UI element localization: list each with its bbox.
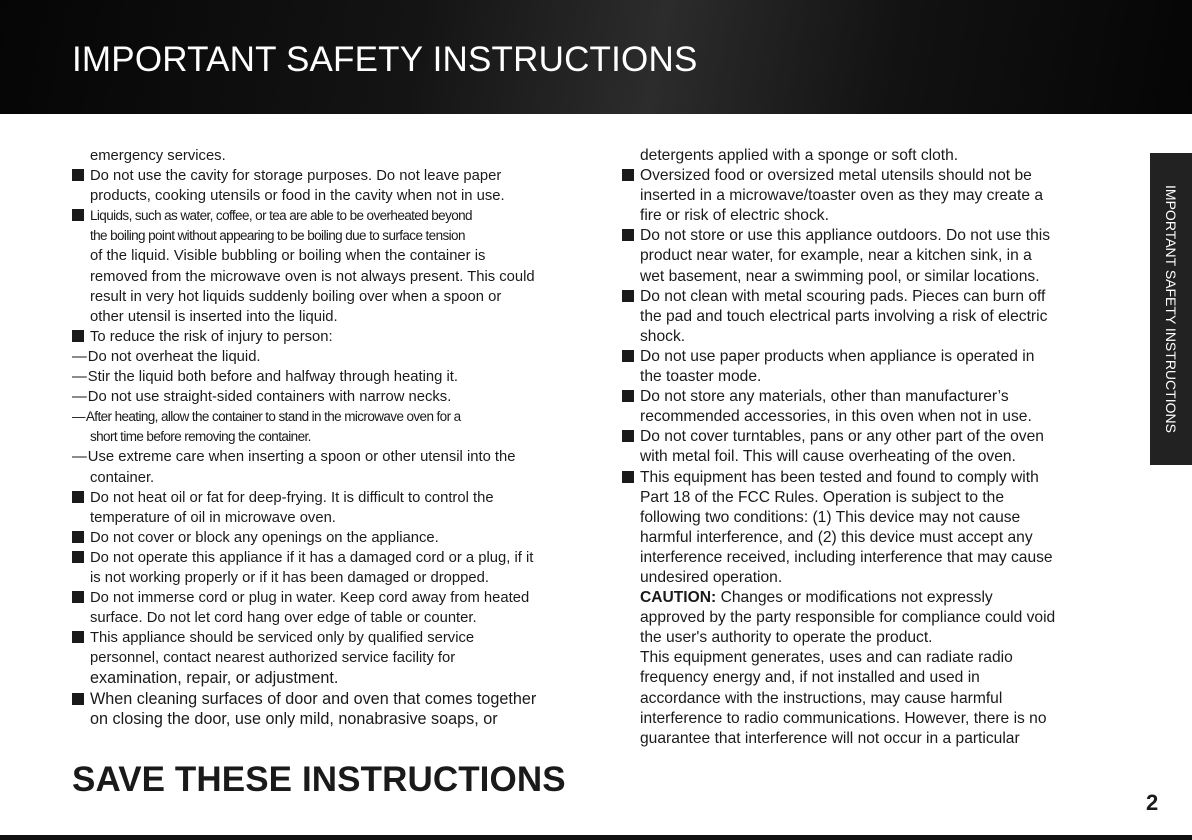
text-line: examination, repair, or adjustment. <box>90 669 339 688</box>
page-number: 2 <box>1146 790 1159 815</box>
square-bullet-icon <box>622 290 634 302</box>
list-item: Do not heat oil or fat for deep-frying. It is difficult to control the <box>72 488 594 508</box>
left-column <box>72 146 594 729</box>
text-line: approved by the party responsible for compliance could void <box>640 609 1056 627</box>
list-item: Oversized food or oversized metal utensils should not be <box>622 166 1122 186</box>
text-line: product near water, for example, near a kitchen sink, in a <box>640 247 1032 265</box>
text-line: is not working properly or if it has been damaged or dropped. <box>90 569 489 586</box>
text-line: on closing the door, use only mild, nonabrasive soaps, or <box>90 709 498 728</box>
text-line: the boiling point without appearing to be boiling due to surface tension <box>90 228 465 244</box>
em-dash-icon: — <box>72 369 87 386</box>
bottom-rule <box>0 835 1192 840</box>
square-bullet-icon <box>622 169 634 181</box>
text-line: personnel, contact nearest authorized service facility for <box>90 650 456 667</box>
list-item: When cleaning surfaces of door and oven that comes together <box>72 689 594 709</box>
sub-list-item: —Stir the liquid both before and halfway through heating it. <box>72 369 458 386</box>
side-tab-label: IMPORTANT SAFETY INSTRUCTIONS <box>1163 185 1179 433</box>
caution-line: CAUTION: Changes or modifications not expressly <box>640 589 993 607</box>
square-bullet-icon <box>72 169 84 181</box>
square-bullet-icon <box>72 531 84 543</box>
square-bullet-icon <box>622 430 634 442</box>
list-item: This equipment has been tested and found to comply with <box>622 468 1122 488</box>
sub-list-item: —After heating, allow the container to stand in the microwave oven for a <box>72 409 461 425</box>
text-line: with metal foil. This will cause overheating of the oven. <box>640 448 1016 466</box>
em-dash-icon: — <box>72 348 87 365</box>
square-bullet-icon <box>72 631 84 643</box>
list-item: Do not cover turntables, pans or any other part of the oven <box>622 427 1122 447</box>
side-tab <box>1150 153 1192 465</box>
square-bullet-icon <box>72 491 84 503</box>
text-line: detergents applied with a sponge or soft cloth. <box>640 147 959 164</box>
list-item: Do not store or use this appliance outdoors. Do not use this <box>622 226 1122 246</box>
list-item: Do not use the cavity for storage purposes. Do not leave paper <box>72 166 594 186</box>
list-item: Liquids, such as water, coffee, or tea are able to be overheated beyond <box>72 206 594 226</box>
list-item: Do not immerse cord or plug in water. Keep cord away from heated <box>72 588 594 608</box>
text-line: the user's authority to operate the product. <box>640 629 933 647</box>
list-item: This appliance should be serviced only by qualified service <box>72 628 594 648</box>
page-header <box>0 0 1192 114</box>
list-item: Do not store any materials, other than manufacturer’s <box>622 387 1122 407</box>
text-line: interference to radio communications. However, there is no <box>640 709 1047 727</box>
text-line: the toaster mode. <box>640 368 762 386</box>
square-bullet-icon <box>72 551 84 563</box>
list-item: To reduce the risk of injury to person: <box>72 327 594 347</box>
em-dash-icon: — <box>72 409 85 425</box>
square-bullet-icon <box>72 591 84 603</box>
text-line: Part 18 of the FCC Rules. Operation is subject to the <box>640 488 1005 506</box>
text-line: short time before removing the container. <box>90 429 311 445</box>
square-bullet-icon <box>622 471 634 483</box>
list-item: Do not use paper products when appliance is operated in <box>622 347 1122 367</box>
text-line: of the liquid. Visible bubbling or boiling when the container is <box>90 248 486 265</box>
square-bullet-icon <box>72 330 84 342</box>
text-line: other utensil is inserted into the liquid. <box>90 308 338 325</box>
text-line: inserted in a microwave/toaster oven as they may create a <box>640 187 1044 205</box>
text-line: result in very hot liquids suddenly boiling over when a spoon or <box>90 288 502 305</box>
text-line: fire or risk of electric shock. <box>640 207 829 225</box>
text-line: products, cooking utensils or food in the cavity when not in use. <box>90 188 505 205</box>
list-item: Do not clean with metal scouring pads. Pieces can burn off <box>622 287 1122 307</box>
text-line: temperature of oil in microwave oven. <box>90 509 336 526</box>
text-line: recommended accessories, in this oven when not in use. <box>640 408 1032 426</box>
text-line: harmful interference, and (2) this device must accept any <box>640 528 1033 546</box>
text-line: frequency energy and, if not installed and used in <box>640 669 980 687</box>
sub-list-item: —Use extreme care when inserting a spoon or other utensil into the <box>72 449 516 466</box>
em-dash-icon: — <box>72 449 87 466</box>
text-line: the pad and touch electrical parts involving a risk of electric <box>640 307 1048 325</box>
square-bullet-icon <box>72 209 84 221</box>
square-bullet-icon <box>622 229 634 241</box>
save-instructions-heading: SAVE THESE INSTRUCTIONS <box>72 760 566 799</box>
text-line: This equipment generates, uses and can radiate radio <box>640 649 1013 667</box>
text-line: removed from the microwave oven is not always present. This could <box>90 268 535 285</box>
text-line: container. <box>90 469 155 486</box>
list-item: Do not operate this appliance if it has a damaged cord or a plug, if it <box>72 548 594 568</box>
text-line: undesired operation. <box>640 568 783 586</box>
em-dash-icon: — <box>72 389 87 406</box>
sub-list-item: —Do not overheat the liquid. <box>72 348 261 365</box>
square-bullet-icon <box>72 693 84 705</box>
list-item: Do not cover or block any openings on the appliance. <box>72 528 594 548</box>
caution-label: CAUTION: <box>640 589 717 607</box>
text-line: accordance with the instructions, may cause harmful <box>640 689 1003 707</box>
right-column <box>622 146 1122 749</box>
sub-list-item: —Do not use straight-sided containers with narrow necks. <box>72 389 452 406</box>
text-line: shock. <box>640 327 686 345</box>
text-line: wet basement, near a swimming pool, or similar locations. <box>640 267 1040 285</box>
text-line: interference received, including interference that may cause <box>640 548 1053 566</box>
square-bullet-icon <box>622 350 634 362</box>
square-bullet-icon <box>622 390 634 402</box>
text-line: following two conditions: (1) This device may not cause <box>640 508 1021 526</box>
text-line: surface. Do not let cord hang over edge of table or counter. <box>90 610 477 627</box>
text-line: guarantee that interference will not occur in a particular <box>640 729 1020 747</box>
page-title: IMPORTANT SAFETY INSTRUCTIONS <box>72 40 698 79</box>
text-line: emergency services. <box>90 148 226 164</box>
